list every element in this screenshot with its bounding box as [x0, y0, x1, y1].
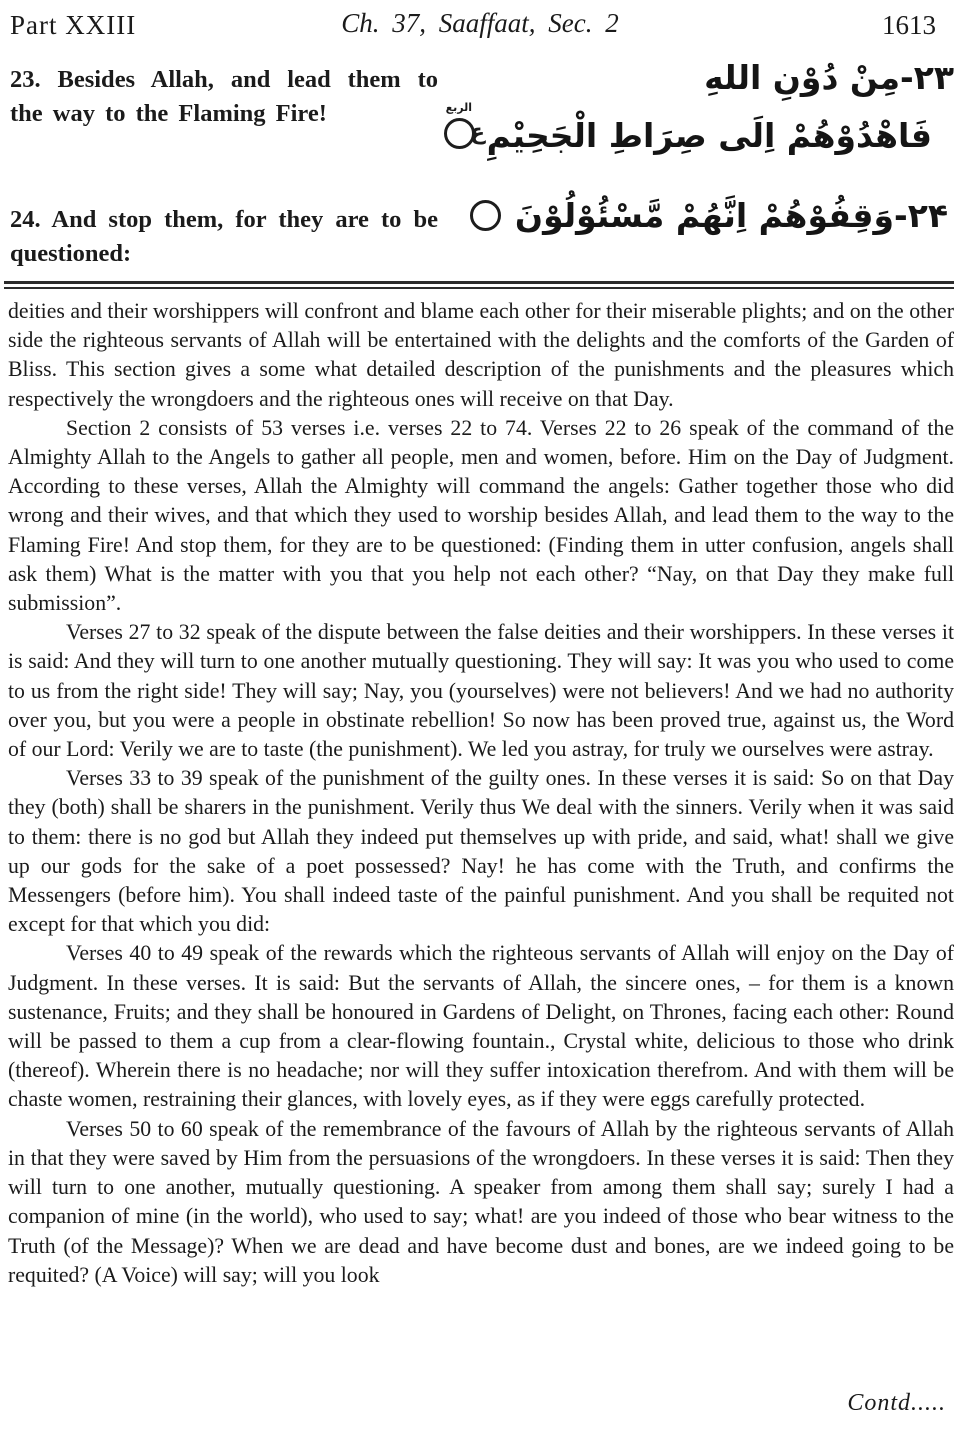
verse-24-english: 24. And stop them, for they are to be questioned: — [10, 206, 438, 267]
ruku-margin-letter: ع — [470, 120, 486, 145]
commentary-body — [8, 297, 954, 1290]
commentary-paragraph: Verses 40 to 49 speak of the rewards which the righteous servants of Allah will enjoy on the Day of Judgment. In these verses. It is said: But the servants of Allah, the sincere ones, – for them is a known sustenance, Fruits; and they shall be honoured in Gardens of Delight, on Thrones, facing each other: Round will be passed to them a cup from a clear-flowing fountain., Crystal white, delicious to those who drink (thereof). Wherein there is no headache; nor will they suffer intoxication therefrom. And with them will be chaste women, restraining their glances, with lovely eyes, as if they were eggs carefully protected. — [8, 941, 954, 1112]
commentary-paragraph: Section 2 consists of 53 verses i.e. verses 22 to 74. Verses 22 to 26 speak of the command of the Almighty Allah to the Angels to gather all people, men and women, before. Him on the Day of Judgment. According to these verses, Allah the Almighty will command the angels: Gather together those who did wrong and their wives, and that which they used to worship besides Allah, and lead them to the way to the Flaming Fire! And stop them, for they are to be questioned: (Finding them in utter confusion, angels shall ask them) What is the matter with you that you help not each other? “Nay, on that Day they make full submission”. — [8, 415, 954, 616]
commentary-paragraph: deities and their worshippers will confront and blame each other for their miserable plights; and on the other side the righteous servants of Allah will be entertained with the delights and the comforts of the Garden of Bliss. This section gives a some what detailed description of the punishments and the pleasures which respectively the wrongdoers and the righteous ones will receive on that Day. — [8, 299, 954, 411]
commentary-paragraph: Verses 50 to 60 speak of the remembrance of the favours of Allah by the righteous servants of Allah in that they were saved by Him from the persuasions of the wrongdoers. In these verses it is said: Then they will turn to one another, mutually questioning. A speaker from among them shall say; surely I had a companion of mine (in the world), who used to say; what! are you indeed of those who bear witness to the Truth (of the Message)? When we are dead and have become dust and bones, are we indeed going to be requited? (A Voice) will say; will you look — [8, 1116, 954, 1287]
section-divider-rule — [4, 281, 954, 289]
verse-24-arabic-row — [470, 196, 948, 235]
quarter-ruku-label: الربع — [445, 100, 472, 114]
contd-note: Contd..... — [847, 1390, 946, 1416]
commentary-paragraph: Verses 27 to 32 speak of the dispute between the false deities and their worshippers. In these verses it is said: And they will turn to one another mutually questioning. They will say: It was you who used to come to us from the right side! They will say; Nay, you (yourselves) were not believers! And we had no authority over you, but you were a people in obstinate rebellion! So now has been proved true, against us, the Word of our Lord: Verily we are to taste (the punishment). We led you astray, for truly we ourselves were astray. — [8, 620, 954, 762]
ayah-end-circle-icon — [470, 200, 501, 231]
commentary-paragraph: Verses 33 to 39 speak of the punishment of the guilty ones. In these verses it is said: So on that Day they (both) shall be sharers in the punishment. Verily thus We deal with the sinners. Verily when it was said to them: there is no god but Allah they indeed put themselves up with pride, and said, what! shall we give up our gods for the sake of a poet possessed? Nay! he has come with the Truth, and confirms the Messengers (before him). You shall indeed taste of the painful punishment. And you shall be requited not except for that which you did: — [8, 766, 954, 937]
verse-23-arabic-line-2: فَاهْدُوْهُمْ اِلَى صِرَاطِ الْجَحِيْمِ — [486, 116, 932, 155]
verse-23-arabic-line-2-row — [444, 100, 932, 155]
verse-24-arabic-line-1: ۲۴-وَقِفُوْهُمْ اِنَّهُمْ مَّسْئُوْلُوْنَ — [514, 196, 948, 235]
header-page-number: 1613 — [882, 10, 936, 40]
verse-23-english: 23. Besides Allah, and lead them to the way to the Flaming Fire! — [10, 66, 438, 127]
header-chapter-title: Ch. 37, Saaffaat, Sec. 2 — [341, 8, 619, 38]
verse-23-arabic-line-1: ۲۳-مِنْ دُوْنِ اللهِ — [704, 58, 954, 97]
header-part-label: Part XXIII — [10, 10, 137, 40]
